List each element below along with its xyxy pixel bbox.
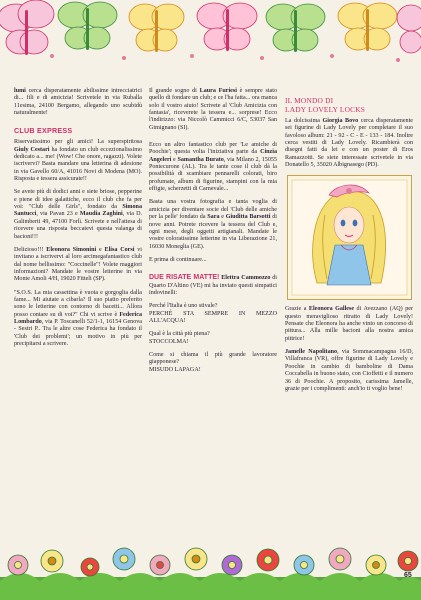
riddle-3: Come si chiama il più grande lavoratore giapponese? MISUDO LAPAGA! <box>149 351 277 373</box>
amiche-poochie-paragraph: Ecco un altro fantastico club per 'Le amiche di Poochie'; questa volta l'iniziativa parte da Cinzia Angeleri e Samantha Burato, via Milano 2, 15055 Pontecurone (AL). Tra le tante cose il club dà la possibilità di scambiare pennarelli colorati, biro profumate, album di figurine, stampini con la mia effigie, scherzetti di Carnevale... <box>149 142 277 193</box>
page-number: 65 <box>404 572 412 579</box>
flower-border-bottom <box>0 535 421 600</box>
jamelle-paragraph: Jamelle Napolitano, via Sommacampagna 16/D, Villafranca (VR), offre figurine di Lady Lovely e Poochie in cambio di bamboline di Dama Coccabella in buono stato, con Cioffetti e il numero 36 di Poochie. A proposito, carissima Jamelle, grazie per i complimenti: anch'io ti voglio bene! <box>285 349 413 392</box>
lady-lovely-portrait-image <box>287 175 412 300</box>
column-left <box>14 88 142 354</box>
due-risate-heading: DUE RISATE MATTE! <box>149 274 220 282</box>
riddles-intro-paragraph: DUE RISATE MATTE! Elettra Cammozzo di Quarto D'Altino (VE) mi ha inviato questi simpatici indovinelli: <box>149 274 277 296</box>
coccinelle-paragraph: Delizioso!!! Eleonora Simonini e Elisa Corsi vi invitano a iscrivervi al loro arcimegafantastico club dal nome bellissimo: "Coccinelle"! Volete maggiori informazioni? Mandate le vostre letterine in via Monte Amoli 4/H, 19020 Fitteli (SP). <box>14 246 143 283</box>
amiche-pelle-paragraph: Basta una vostra fotografia e tanta voglia di amicizia per diventare socie del 'Club delle amiche per la pelle' fondato da Sara e Giuditta Barsotti di nove anni. Potrete ricevere la tessera del Club e, ogni mese, degli oggetti artigianali. Mandate le vostre coloratissime letterine in via Liberazione 21, 16030 Moneglia (GE). <box>149 199 277 250</box>
butterfly-border-top <box>0 0 421 80</box>
riddle-1: Perché l'Italia è uno stivale? PERCHÉ STA SEMPRE IN MEZZO ALL'ACQUA! <box>149 303 277 324</box>
giorgia-paragraph: La dolcissima Giorgia Bovo cerca disperatamente sei figurine di Lady Lovely per completare il suo favoloso album: 21 - 92 - C - E - 133 - 184. Inoltre cerca vestiti di Lady Lovely. Ricambierà con disegni fatti da lei e con un poster di Eros Ramazzotti. Se siete interessate scrivetele in via Donatello 5, 35020 Albignasego (PD). <box>285 118 414 169</box>
club-girls-paragraph: Se avete più di dodici anni e siete briose, pepperine e piene di idee galattiche, ecco il club che fa per voi: "Club delle Girls", fondato da Simona Santucci, via Pavan 23 e Maudia Zaghini, via D. Galimberti 49, 47100 Forlì. Scrivete e nell'attesa di ricevere una risposta beccatevi questa valanga di bacioni!!! <box>14 189 142 240</box>
continue-line: E prima di continuare... <box>149 256 207 263</box>
riddle-2: Qual è la città più piena? STOCCOLMA! <box>149 331 210 345</box>
eleonora-paragraph: Grazie a Eleonora Gallese di Avezzano (AQ) per questo meraviglioso ritratto di Lady Lovely! Pensate che Eleonora ha anche vinto un concorso di pittura... Alla mille bacioni alla nostra amica pittrice! <box>285 306 413 342</box>
intro-paragraph: lumi cerca disperatamente abilissime intrecciatrici di... fili e di amicizia! Scrivetele in via Ruballa 11esima, 24100 Bergamo, allegando uno scubidù naturalmente! <box>14 88 142 117</box>
club-express-paragraph: Riservatissimo per gli amici! La superspiritosa Giuly Cestari ha fondato un club eccezionalissimo dedicato a... me! (Wow! Che onore, ragazzi). Volete iscrivervi? Basta mandare una letterina di adesione in via Gavello 60/A, 41016 Novi di Modena (MO). Risposta e tessera assicurate!! <box>14 139 142 183</box>
column-right <box>285 88 413 399</box>
lady-lovely-heading: IL MONDO DI LADY LOVELY LOCKS <box>285 96 366 114</box>
club-amicizia-paragraph: Il grande sogno di Laura Furiesi è sempre stato quello di fondare un club; e ce l'ha fatta... ora manca solo il vostro aiuto! Scrivete al 'Club Amicizia con fantasia', riceverete la tessera e... sorprese! Ecco l'indirizzo: via Niccolò Cammicci 6/C, 53037 San Gimignano (SI). <box>149 88 277 131</box>
sos-paragraph: "S.O.S. La mia cassettina è vuota e gorgoglia dalla fame... Mi aiutate a cibarla? Il suo piatto preferito sono le letterine con contorno di bacetti... Allora posso contare su di voi?" Chi vi scrive è Federica Lombardo, via P. Toscanelli 52/1-1, 16154 Genova - Sestri P.. Tra le altre cose Federica ha fondato il 'Club dei problemi'; un motivo in più per precipitarsi a scrivere. <box>14 289 142 347</box>
club-express-heading: CLUB EXPRESS <box>14 126 73 136</box>
column-middle <box>149 88 277 380</box>
